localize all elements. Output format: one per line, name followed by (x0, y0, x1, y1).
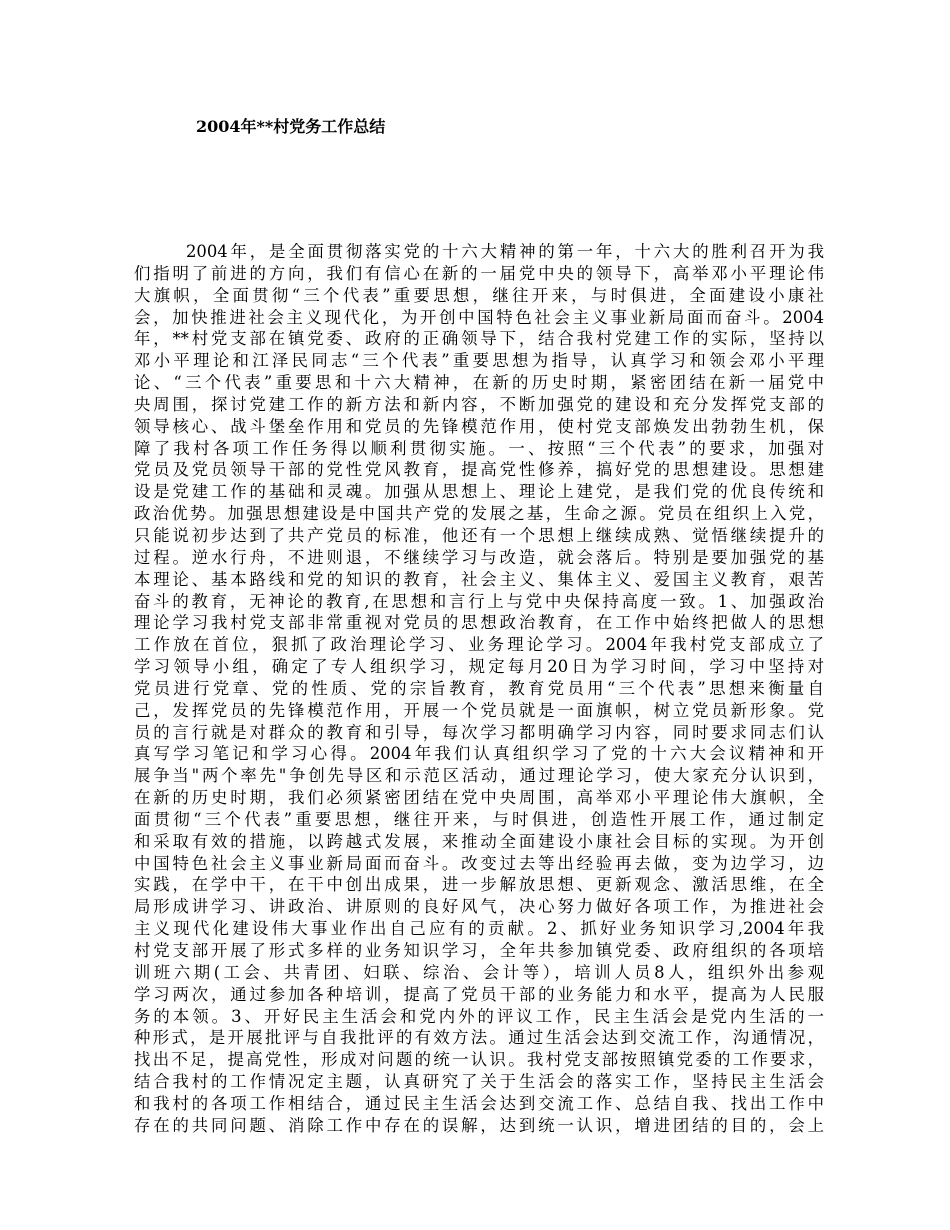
body-text-line: 2004年，是全面贯彻落实党的十六大精神的第一年，十六大的胜利召开为我 (186, 242, 824, 261)
body-text-line: 年，**村党支部在镇党委、政府的正确领导下，结合我村党建工作的实际，坚持以 (134, 329, 824, 349)
body-text-line: 党员及党员领导干部的党性党风教育，提高党性修养，搞好党的思想建设。思想建 (134, 460, 824, 480)
body-text-line: 领导核心、战斗堡垒作用和党员的先锋模范作用，使村党支部焕发出勃勃生机，保 (134, 416, 824, 436)
body-text-line: 主义现代化建设伟大事业作出自己应有的贡献。2、抓好业务知识学习,2004年我 (134, 919, 824, 939)
body-text-line: 障了我村各项工作任务得以顺利贯彻实施。一、按照“三个代表”的要求，加强对 (134, 438, 824, 458)
body-text-line: 种形式，是开展批评与自我批评的有效方法。通过生活会达到交流工作，沟通情况， (134, 1028, 824, 1048)
body-text-line: 过程。逆水行舟，不进则退，不继续学习与改造，就会落后。特别是要加强党的基 (134, 547, 824, 567)
body-text-line: 和采取有效的措施，以跨越式发展，来推动全面建设小康社会目标的实现。为开创 (134, 831, 824, 851)
body-text-line: 会，加快推进社会主义现代化，为开创中国特色社会主义事业新局面而奋斗。2004 (134, 307, 824, 327)
body-text-line: 学习领导小组，确定了专人组织学习，规定每月20日为学习时间，学习中坚持对 (134, 657, 824, 677)
body-text-line: 实践，在学中干，在干中创出成果，进一步解放思想、更新观念、激活思维，在全 (134, 875, 824, 895)
body-text-line: 党员进行党章、党的性质、党的宗旨教育，教育党员用“三个代表”思想来衡量自 (134, 678, 824, 698)
document-body (134, 241, 824, 1137)
body-text-line: 邓小平理论和江泽民同志“三个代表”重要思想为指导，认真学习和领会邓小平理 (134, 351, 824, 371)
body-text-line: 学习两次，通过参加各种培训，提高了党员干部的业务能力和水平，提高为人民服 (134, 984, 824, 1004)
body-text-line: 存在的共同问题、消除工作中存在的误解，达到统一认识，增进团结的目的，会上 (134, 1115, 824, 1135)
body-text-line: 村党支部开展了形式多样的业务知识学习，全年共参加镇党委、政府组织的各项培 (134, 941, 824, 960)
body-text-line: 奋斗的教育，无神论的教育,在思想和言行上与党中央保持高度一致。1、加强政治 (134, 591, 824, 611)
body-text-line: 设是党建工作的基础和灵魂。加强从思想上、理论上建党，是我们党的优良传统和 (134, 482, 824, 502)
body-text-line: 中国特色社会主义事业新局面而奋斗。改变过去等出经验再去做，变为边学习，边 (134, 853, 824, 873)
body-text-line: 真写学习笔记和学习心得。2004年我们认真组织学习了党的十六大会议精神和开 (134, 744, 824, 764)
body-text-line: 务的本领。3、开好民主生活会和党内外的评议工作，民主生活会是党内生活的一 (134, 1006, 824, 1026)
body-text-line: 只能说初步达到了共产党员的标准，他还有一个思想上继续成熟、觉悟继续提升的 (134, 525, 824, 545)
body-text-line: 工作放在首位，狠抓了政治理论学习、业务理论学习。2004年我村党支部成立了 (134, 635, 824, 655)
body-text-line: 己，发挥党员的先锋模范作用，开展一个党员就是一面旗帜，树立党员新形象。党 (134, 700, 824, 720)
body-text-line: 政治优势。加强思想建设是中国共产党的发展之基，生命之源。党员在组织上入党， (134, 504, 824, 524)
body-text-line: 面贯彻“三个代表”重要思想，继往开来，与时俱进，创造性开展工作，通过制定 (134, 809, 824, 829)
body-text-line: 论、“三个代表”重要思和十六大精神，在新的历史时期，紧密团结在新一届党中 (134, 373, 824, 393)
body-text-line: 局形成讲学习、讲政治、讲原则的良好风气，决心努力做好各项工作，为推进社会 (134, 897, 824, 917)
body-text-line: 训班六期(工会、共青团、妇联、综治、会计等），培训人员8人，组织外出参观 (134, 962, 824, 982)
document-title: 2004年**村党务工作总结 (196, 117, 386, 136)
body-text-line: 们指明了前进的方向，我们有信心在新的一届党中央的领导下，高举邓小平理论伟 (134, 263, 824, 283)
body-text-line: 员的言行就是对群众的教育和引导，每次学习都明确学习内容，同时要求同志们认 (134, 722, 824, 742)
body-text-line: 理论学习我村党支部非常重视对党员的思想政治教育，在工作中始终把做人的思想 (134, 613, 824, 633)
body-text-line: 本理论、基本路线和党的知识的教育，社会主义、集体主义、爱国主义教育，艰苦 (134, 569, 824, 589)
body-text-line: 大旗帜，全面贯彻“三个代表”重要思想，继往开来，与时俱进，全面建设小康社 (134, 285, 824, 305)
body-text-line: 央周围，探讨党建工作的新方法和新内容，不断加强党的建设和充分发挥党支部的 (134, 394, 824, 414)
body-text-line: 展争当"两个率先"争创先导区和示范区活动，通过理论学习，使大家充分认识到， (134, 766, 824, 786)
body-text-line: 和我村的各项工作相结合，通过民主生活会达到交流工作、总结自我、找出工作中 (134, 1093, 824, 1113)
body-text-line: 在新的历史时期，我们必须紧密团结在党中央周围，高举邓小平理论伟大旗帜，全 (134, 788, 824, 808)
body-text-line: 结合我村的工作情况定主题，认真研究了关于生活会的落实工作，坚持民主生活会 (134, 1072, 824, 1092)
body-text-line: 找出不足，提高党性，形成对问题的统一认识。我村党支部按照镇党委的工作要求， (134, 1050, 824, 1070)
